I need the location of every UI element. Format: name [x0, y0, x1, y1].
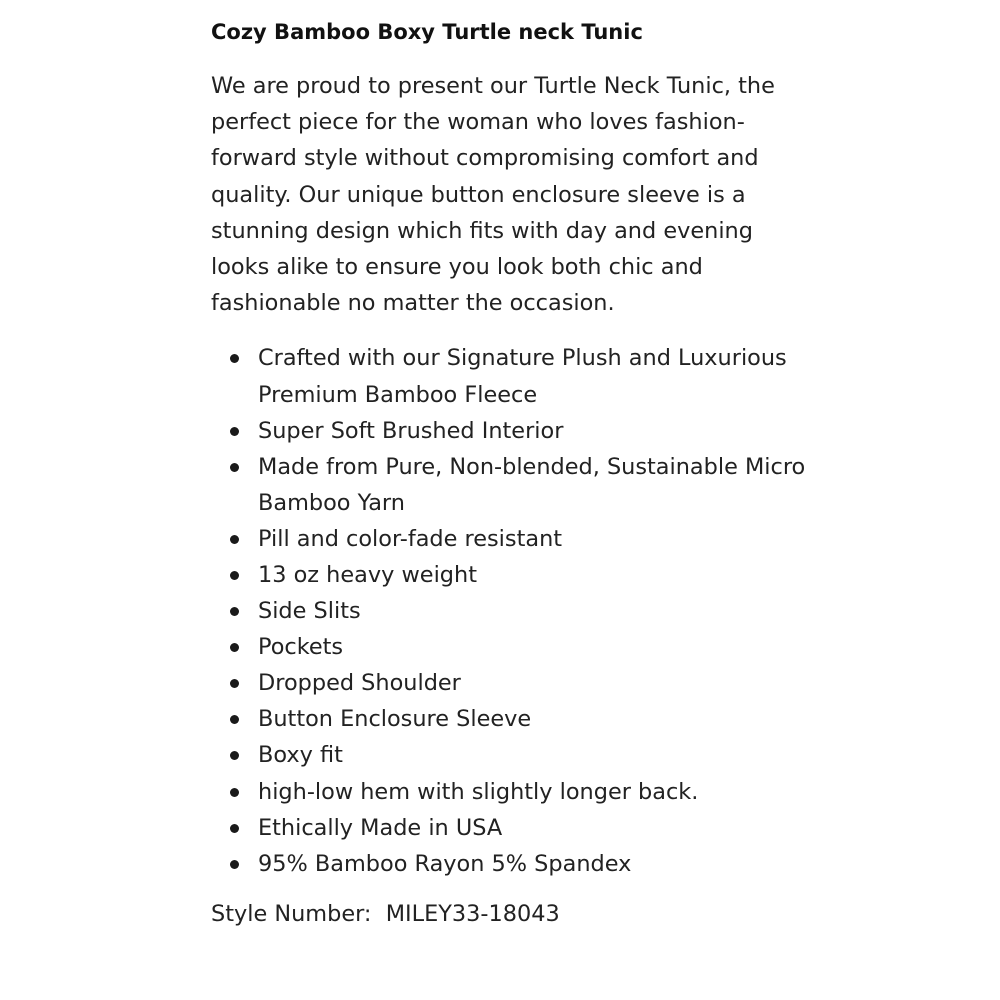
feature-item [211, 340, 811, 412]
bullet-icon [230, 788, 239, 797]
feature-item [211, 449, 811, 521]
feature-item [211, 521, 811, 557]
feature-text: Pill and color-fade resistant [258, 525, 563, 552]
feature-text: Super Soft Brushed Interior [258, 417, 564, 444]
product-description-panel [211, 14, 811, 932]
feature-item [211, 846, 811, 882]
feature-text: Pockets [258, 634, 344, 661]
bullet-icon [230, 860, 239, 869]
feature-text: high-low hem with slightly longer back. [258, 778, 699, 805]
bullet-icon [230, 643, 239, 652]
feature-item [211, 737, 811, 773]
feature-text: Button Enclosure Sleeve [258, 706, 532, 733]
feature-text: Dropped Shoulder [258, 670, 461, 697]
feature-item [211, 593, 811, 629]
feature-text: 13 oz heavy weight [258, 561, 477, 588]
feature-item [211, 413, 811, 449]
feature-item [211, 665, 811, 701]
feature-text: 95% Bamboo Rayon 5% Spandex [258, 850, 632, 877]
feature-text: Ethically Made in USA [258, 814, 503, 841]
feature-list [211, 340, 811, 881]
bullet-icon [230, 824, 239, 833]
bullet-icon [230, 535, 239, 544]
product-description: We are proud to present our Turtle Neck Tunic, the perfect piece for the woman who loves fashion-forward style without compromising comfort and quality. Our unique button enclosure sleeve is a stunning design which fits with day and evening looks alike to ensure you look both chic and fashionable no matter the occasion. [211, 73, 775, 317]
bullet-icon [230, 751, 239, 760]
feature-text: Made from Pure, Non-blended, Sustainable Micro Bamboo Yarn [258, 453, 806, 516]
feature-item [211, 701, 811, 737]
style-number [211, 896, 811, 932]
feature-text: Crafted with our Signature Plush and Luxurious Premium Bamboo Fleece [258, 345, 787, 408]
bullet-icon [230, 427, 239, 436]
bullet-icon [230, 354, 239, 363]
feature-text: Boxy fit [258, 742, 343, 769]
bullet-icon [230, 463, 239, 472]
feature-item [211, 557, 811, 593]
feature-item [211, 810, 811, 846]
bullet-icon [230, 679, 239, 688]
product-title: Cozy Bamboo Boxy Turtle neck Tunic [211, 20, 643, 44]
bullet-icon [230, 715, 239, 724]
bullet-icon [230, 571, 239, 580]
feature-text: Side Slits [258, 598, 361, 625]
bullet-icon [230, 607, 239, 616]
feature-item [211, 774, 811, 810]
style-number-value: MILEY33-18043 [385, 900, 560, 927]
feature-item [211, 629, 811, 665]
style-number-label: Style Number: [211, 900, 372, 927]
